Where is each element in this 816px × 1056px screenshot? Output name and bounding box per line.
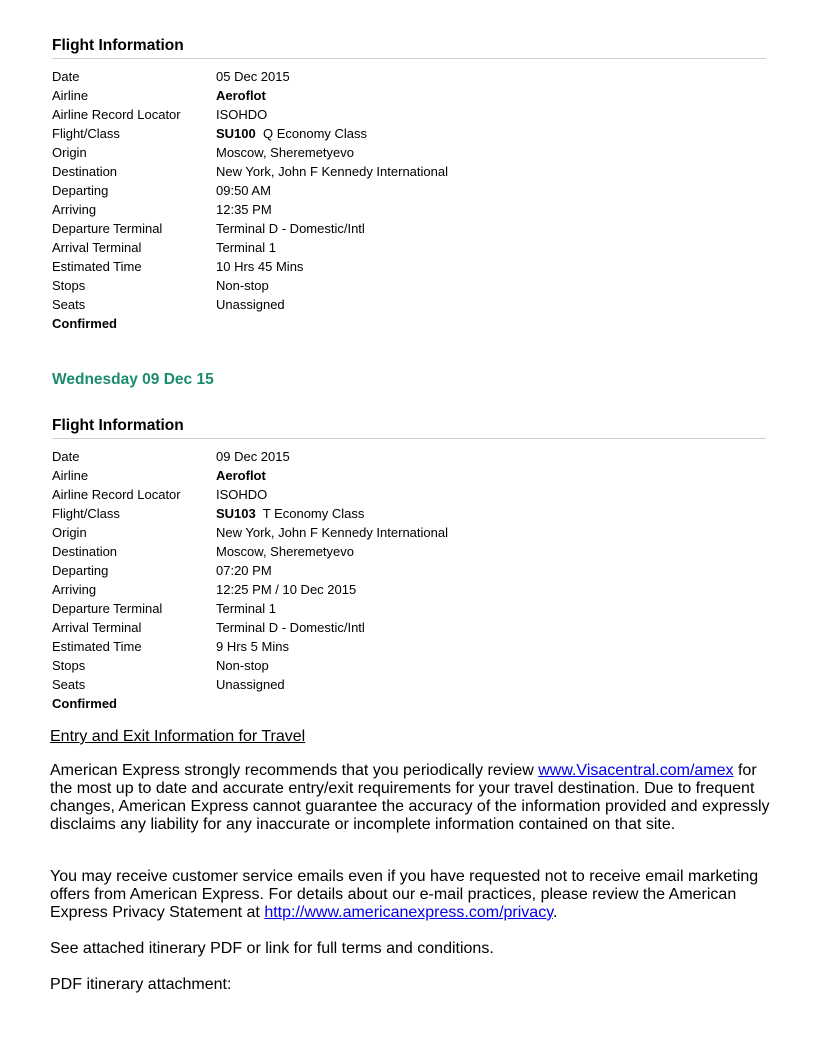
entry-exit-text-before: American Express strongly recommends that you periodically review (50, 762, 539, 779)
value: Terminal D - Domestic/Intl (216, 221, 365, 236)
value: Unassigned (216, 677, 285, 692)
pdf-attachment-note: PDF itinerary attachment: (50, 976, 232, 993)
value: Terminal 1 (216, 240, 276, 255)
label: Stops (52, 278, 86, 293)
row-flight-class (52, 124, 766, 143)
row-airline (52, 466, 766, 485)
label: Flight/Class (52, 126, 120, 141)
flight-section-title: Flight Information (52, 37, 766, 59)
value: 12:25 PM / 10 Dec 2015 (216, 582, 357, 597)
label: Departure Terminal (52, 601, 163, 616)
row-origin (52, 523, 766, 542)
flight-details (52, 447, 766, 713)
value: 09:50 AM (216, 183, 271, 198)
terms-note: See attached itinerary PDF or link for full terms and conditions. (50, 940, 494, 957)
value: ISOHDO (216, 487, 268, 502)
entry-exit-info-link[interactable]: Entry and Exit Information for Travel (50, 728, 306, 745)
value: Non-stop (216, 658, 269, 673)
value: Non-stop (216, 278, 269, 293)
label: Airline (52, 88, 89, 103)
label: Date (52, 69, 80, 84)
value (216, 466, 766, 485)
row-record-locator (52, 485, 766, 504)
row-arrival-terminal (52, 618, 766, 637)
entry-exit-text-after: for the most up to date and accurate entry/exit requirements for your travel destination. Due to frequent changes, American Express cannot guarantee the accuracy of the information provided and expressly disclaims any liability for any inaccurate or incomplete information contained on that site. (50, 762, 770, 833)
label: Origin (52, 145, 87, 160)
value (216, 86, 766, 105)
row-record-locator (52, 105, 766, 124)
value (216, 124, 766, 143)
label: Airline (52, 468, 89, 483)
entry-exit-paragraph (50, 762, 770, 834)
value: 05 Dec 2015 (216, 69, 290, 84)
label: Airline Record Locator (52, 107, 181, 122)
value: 07:20 PM (216, 563, 272, 578)
value: 9 Hrs 5 Mins (216, 639, 289, 654)
value: 09 Dec 2015 (216, 449, 290, 464)
value: Moscow, Sheremetyevo (216, 145, 355, 160)
airline-name: Aeroflot (216, 468, 266, 483)
row-origin (52, 143, 766, 162)
row-destination (52, 162, 766, 181)
row-departure-terminal (52, 599, 766, 618)
value: Moscow, Sheremetyevo (216, 544, 355, 559)
privacy-paragraph (50, 868, 770, 922)
flight-number: SU100 (216, 126, 256, 141)
value (216, 504, 766, 523)
row-destination (52, 542, 766, 561)
label: Estimated Time (52, 259, 142, 274)
row-date (52, 67, 766, 86)
label: Stops (52, 658, 86, 673)
privacy-text-before: You may receive customer service emails even if you have requested not to receive email marketing offers from American Express. For details about our e-mail practices, please review the American Express Privacy Statement at (50, 868, 759, 921)
row-seats (52, 295, 766, 314)
value: Terminal D - Domestic/Intl (216, 620, 365, 635)
day-heading: Wednesday 09 Dec 15 (52, 371, 214, 388)
row-arriving (52, 580, 766, 599)
row-arriving (52, 200, 766, 219)
label: Destination (52, 164, 118, 179)
row-estimated-time (52, 257, 766, 276)
label: Seats (52, 297, 86, 312)
label: Departure Terminal (52, 221, 163, 236)
value: Terminal 1 (216, 601, 276, 616)
flight-information-1 (52, 37, 766, 333)
row-stops (52, 276, 766, 295)
privacy-text-after: . (553, 904, 558, 921)
label: Estimated Time (52, 639, 142, 654)
value: New York, John F Kennedy International (216, 164, 448, 179)
label: Arriving (52, 582, 97, 597)
row-date (52, 447, 766, 466)
visacentral-link[interactable]: www.Visacentral.com/amex (538, 762, 734, 779)
value: ISOHDO (216, 107, 268, 122)
row-stops (52, 656, 766, 675)
flight-details (52, 67, 766, 333)
label: Airline Record Locator (52, 487, 181, 502)
label: Departing (52, 563, 109, 578)
value: Unassigned (216, 297, 285, 312)
label: Departing (52, 183, 109, 198)
row-estimated-time (52, 637, 766, 656)
label: Destination (52, 544, 118, 559)
label: Seats (52, 677, 86, 692)
label: Arriving (52, 202, 97, 217)
airline-name: Aeroflot (216, 88, 266, 103)
flight-number: SU103 (216, 506, 256, 521)
label: Arrival Terminal (52, 240, 142, 255)
row-flight-class (52, 504, 766, 523)
value: 10 Hrs 45 Mins (216, 259, 304, 274)
flight-information-2 (52, 417, 766, 713)
privacy-link[interactable]: http://www.americanexpress.com/privacy (264, 904, 553, 921)
label: Origin (52, 525, 87, 540)
value: 12:35 PM (216, 202, 272, 217)
status-confirmed: Confirmed (52, 696, 117, 711)
cabin-class: Q Economy Class (262, 126, 368, 141)
label: Arrival Terminal (52, 620, 142, 635)
row-departing (52, 561, 766, 580)
label: Flight/Class (52, 506, 120, 521)
status-confirmed: Confirmed (52, 316, 117, 331)
label: Date (52, 449, 80, 464)
row-departing (52, 181, 766, 200)
row-airline (52, 86, 766, 105)
flight-section-title: Flight Information (52, 417, 766, 439)
row-arrival-terminal (52, 238, 766, 257)
cabin-class: T Economy Class (262, 506, 365, 521)
value: New York, John F Kennedy International (216, 525, 448, 540)
row-departure-terminal (52, 219, 766, 238)
row-seats (52, 675, 766, 694)
